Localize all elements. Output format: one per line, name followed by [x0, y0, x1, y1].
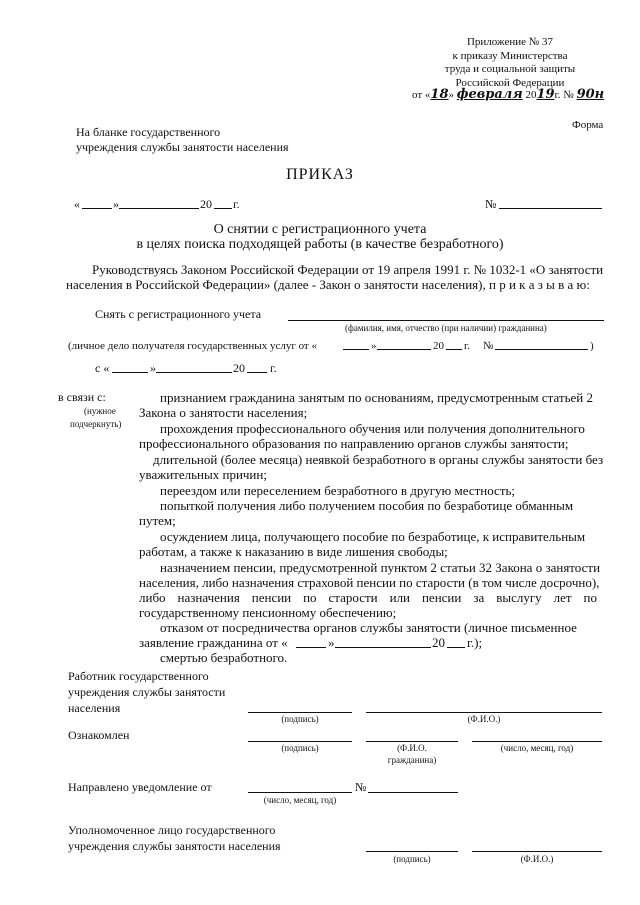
letterhead-line2: учреждения службы занятости населения: [76, 140, 289, 154]
auth-sign-line: [366, 851, 458, 852]
worker-sign-caption: (подпись): [281, 714, 319, 724]
doc-date-year: 20: [200, 197, 212, 211]
acq-sign-line: [248, 741, 352, 742]
reason-8a: отказом от посредничества органов службы занятости (личное письменное: [160, 620, 577, 635]
reason-3b: уважительных причин;: [139, 467, 267, 482]
reason-7c: либо назначения пенсии по старости или пенсии за выслугу лет по: [139, 590, 597, 605]
appendix-line4: Российской Федерации: [455, 76, 565, 89]
reasons-note2: подчеркнуть): [70, 419, 122, 429]
reason-1a: признанием гражданина занятым по основаниям, предусмотренным статьей 2: [160, 390, 594, 405]
doc-date-year-line: [214, 208, 232, 209]
reason-1b: Закона о занятости населения;: [139, 405, 308, 420]
worker-line1: Работник государственного: [68, 669, 209, 683]
reason-6b: работам, а также к наказанию в виде лишения свободы;: [139, 544, 448, 559]
subject-line2: в целях поиска подходящей работы (в качестве безработного): [136, 237, 504, 252]
doc-date-close: »: [113, 197, 119, 211]
preamble-line2: населения в Российской Федерации» (далее - Закон о занятости населения), п р и к а з ы в а ю:: [66, 277, 590, 292]
reason-7d: государственному пенсионному обеспечению;: [139, 605, 397, 620]
from-label: с «: [95, 361, 110, 375]
notice-no: №: [355, 780, 367, 794]
worker-line2: учреждения службы занятости: [68, 685, 226, 699]
acq-fio-caption1: (Ф.И.О.: [397, 743, 427, 753]
case-prefix: (личное дело получателя государственных услуг от «: [68, 340, 317, 352]
appendix-date-year: 19: [536, 87, 555, 102]
from-month-line: [156, 372, 232, 373]
appendix-date-month: февраля: [456, 87, 523, 102]
reason-8-month-line: [335, 647, 431, 648]
doc-number-label: №: [485, 197, 497, 211]
doc-date-g: г.: [233, 197, 240, 211]
worker-line3: населения: [68, 701, 121, 715]
acq-date-caption: (число, месяц, год): [500, 743, 574, 753]
reason-8b-year: 20: [432, 635, 445, 650]
appendix-line3: труда и социальной защиты: [444, 63, 576, 75]
preamble-line1: Руководствуясь Законом Российской Федерации от 19 апреля 1991 г. № 1032-1 «О занятости: [92, 262, 604, 277]
case-g: г.: [464, 340, 471, 352]
acq-fio-caption2: гражданина): [387, 755, 437, 765]
reason-9: смертью безработного.: [160, 650, 288, 665]
reason-8b-mid: »: [328, 635, 335, 650]
acq-fio-line: [366, 741, 458, 742]
reason-8-day-line: [296, 647, 326, 648]
case-mid: »: [371, 340, 377, 352]
case-month-line: [377, 349, 431, 350]
from-g: г.: [270, 361, 277, 375]
auth-line1: Уполномоченное лицо государственного: [68, 823, 276, 837]
doc-date-day-line: [82, 208, 112, 209]
appendix-line1: Приложение № 37: [466, 36, 554, 48]
auth-fio-caption: (Ф.И.О.): [520, 854, 554, 864]
reason-4: переездом или переселением безработного в другую местность;: [160, 483, 516, 498]
page-title: ПРИКАЗ: [286, 166, 354, 183]
acq-sign-caption: (подпись): [281, 743, 319, 753]
remove-fio-caption: (фамилия, имя, отчество (при наличии) гражданина): [345, 323, 547, 333]
notice-label: Направлено уведомление от: [68, 780, 212, 794]
acquainted-label: Ознакомлен: [68, 728, 130, 742]
reason-3a: длительной (более месяца) неявкой безработного в органы службы занятости без: [153, 452, 604, 467]
reason-2b: профессионального образования по направлению органов службы занятости;: [139, 436, 569, 451]
auth-sign-caption: (подпись): [393, 854, 431, 864]
doc-number-line: [499, 208, 602, 209]
case-year-line: [446, 349, 462, 350]
remove-label: Снять с регистрационного учета: [95, 307, 262, 321]
from-day-line: [112, 372, 148, 373]
appendix-line2: к приказу Министерства: [452, 49, 568, 62]
appendix-date-line: от «18» февраля 2019г. № 90н: [412, 87, 605, 102]
appendix-date-day: 18: [430, 87, 449, 102]
from-mid: »: [150, 361, 156, 375]
subject-line1: О снятии с регистрационного учета: [213, 222, 427, 237]
from-year-line: [247, 372, 267, 373]
notice-date-line: [248, 792, 352, 793]
reasons-note1: (нужное: [84, 406, 116, 416]
auth-line2: учреждения службы занятости населения: [68, 839, 281, 853]
case-close: ): [590, 340, 594, 352]
reason-5b: путем;: [139, 513, 176, 528]
case-no: №: [483, 340, 494, 352]
reason-8b-pre: заявление гражданина от «: [139, 635, 288, 650]
notice-number-line: [368, 792, 458, 793]
remove-fio-line: [288, 320, 604, 321]
reason-2a: прохождения профессионального обучения или получения дополнительного: [160, 421, 585, 436]
worker-fio-line: [366, 712, 602, 713]
worker-fio-caption: (Ф.И.О.): [467, 714, 501, 724]
reason-7a: назначением пенсии, предусмотренной пунктом 2 статьи 32 Закона о занятости: [160, 560, 601, 575]
from-year: 20: [233, 361, 245, 375]
case-year: 20: [433, 340, 444, 352]
appendix-order-number: 90н: [576, 87, 605, 102]
form-label: Форма: [572, 119, 604, 131]
auth-fio-line: [472, 851, 602, 852]
case-number-line: [495, 349, 588, 350]
reason-8-year-line: [447, 647, 465, 648]
letterhead-line1: На бланке государственного: [76, 125, 221, 139]
reason-8b-post: г.);: [467, 635, 483, 650]
doc-date-month-line: [119, 208, 199, 209]
reason-5a: попыткой получения либо получением пособия по безработице обманным: [160, 498, 574, 513]
doc-date-open: «: [74, 197, 80, 211]
reason-7b: населения, либо назначения страховой пенсии по старости (в том числе досрочно),: [139, 575, 600, 590]
worker-sign-line: [248, 712, 352, 713]
notice-date-caption: (число, месяц, год): [263, 795, 337, 805]
appendix-header: [440, 36, 580, 90]
case-day-line: [343, 349, 369, 350]
reason-6a: осуждением лица, получающего пособие по безработице, к исправительным: [160, 529, 586, 544]
acq-date-line: [472, 741, 602, 742]
reasons-label: в связи с:: [58, 390, 106, 404]
